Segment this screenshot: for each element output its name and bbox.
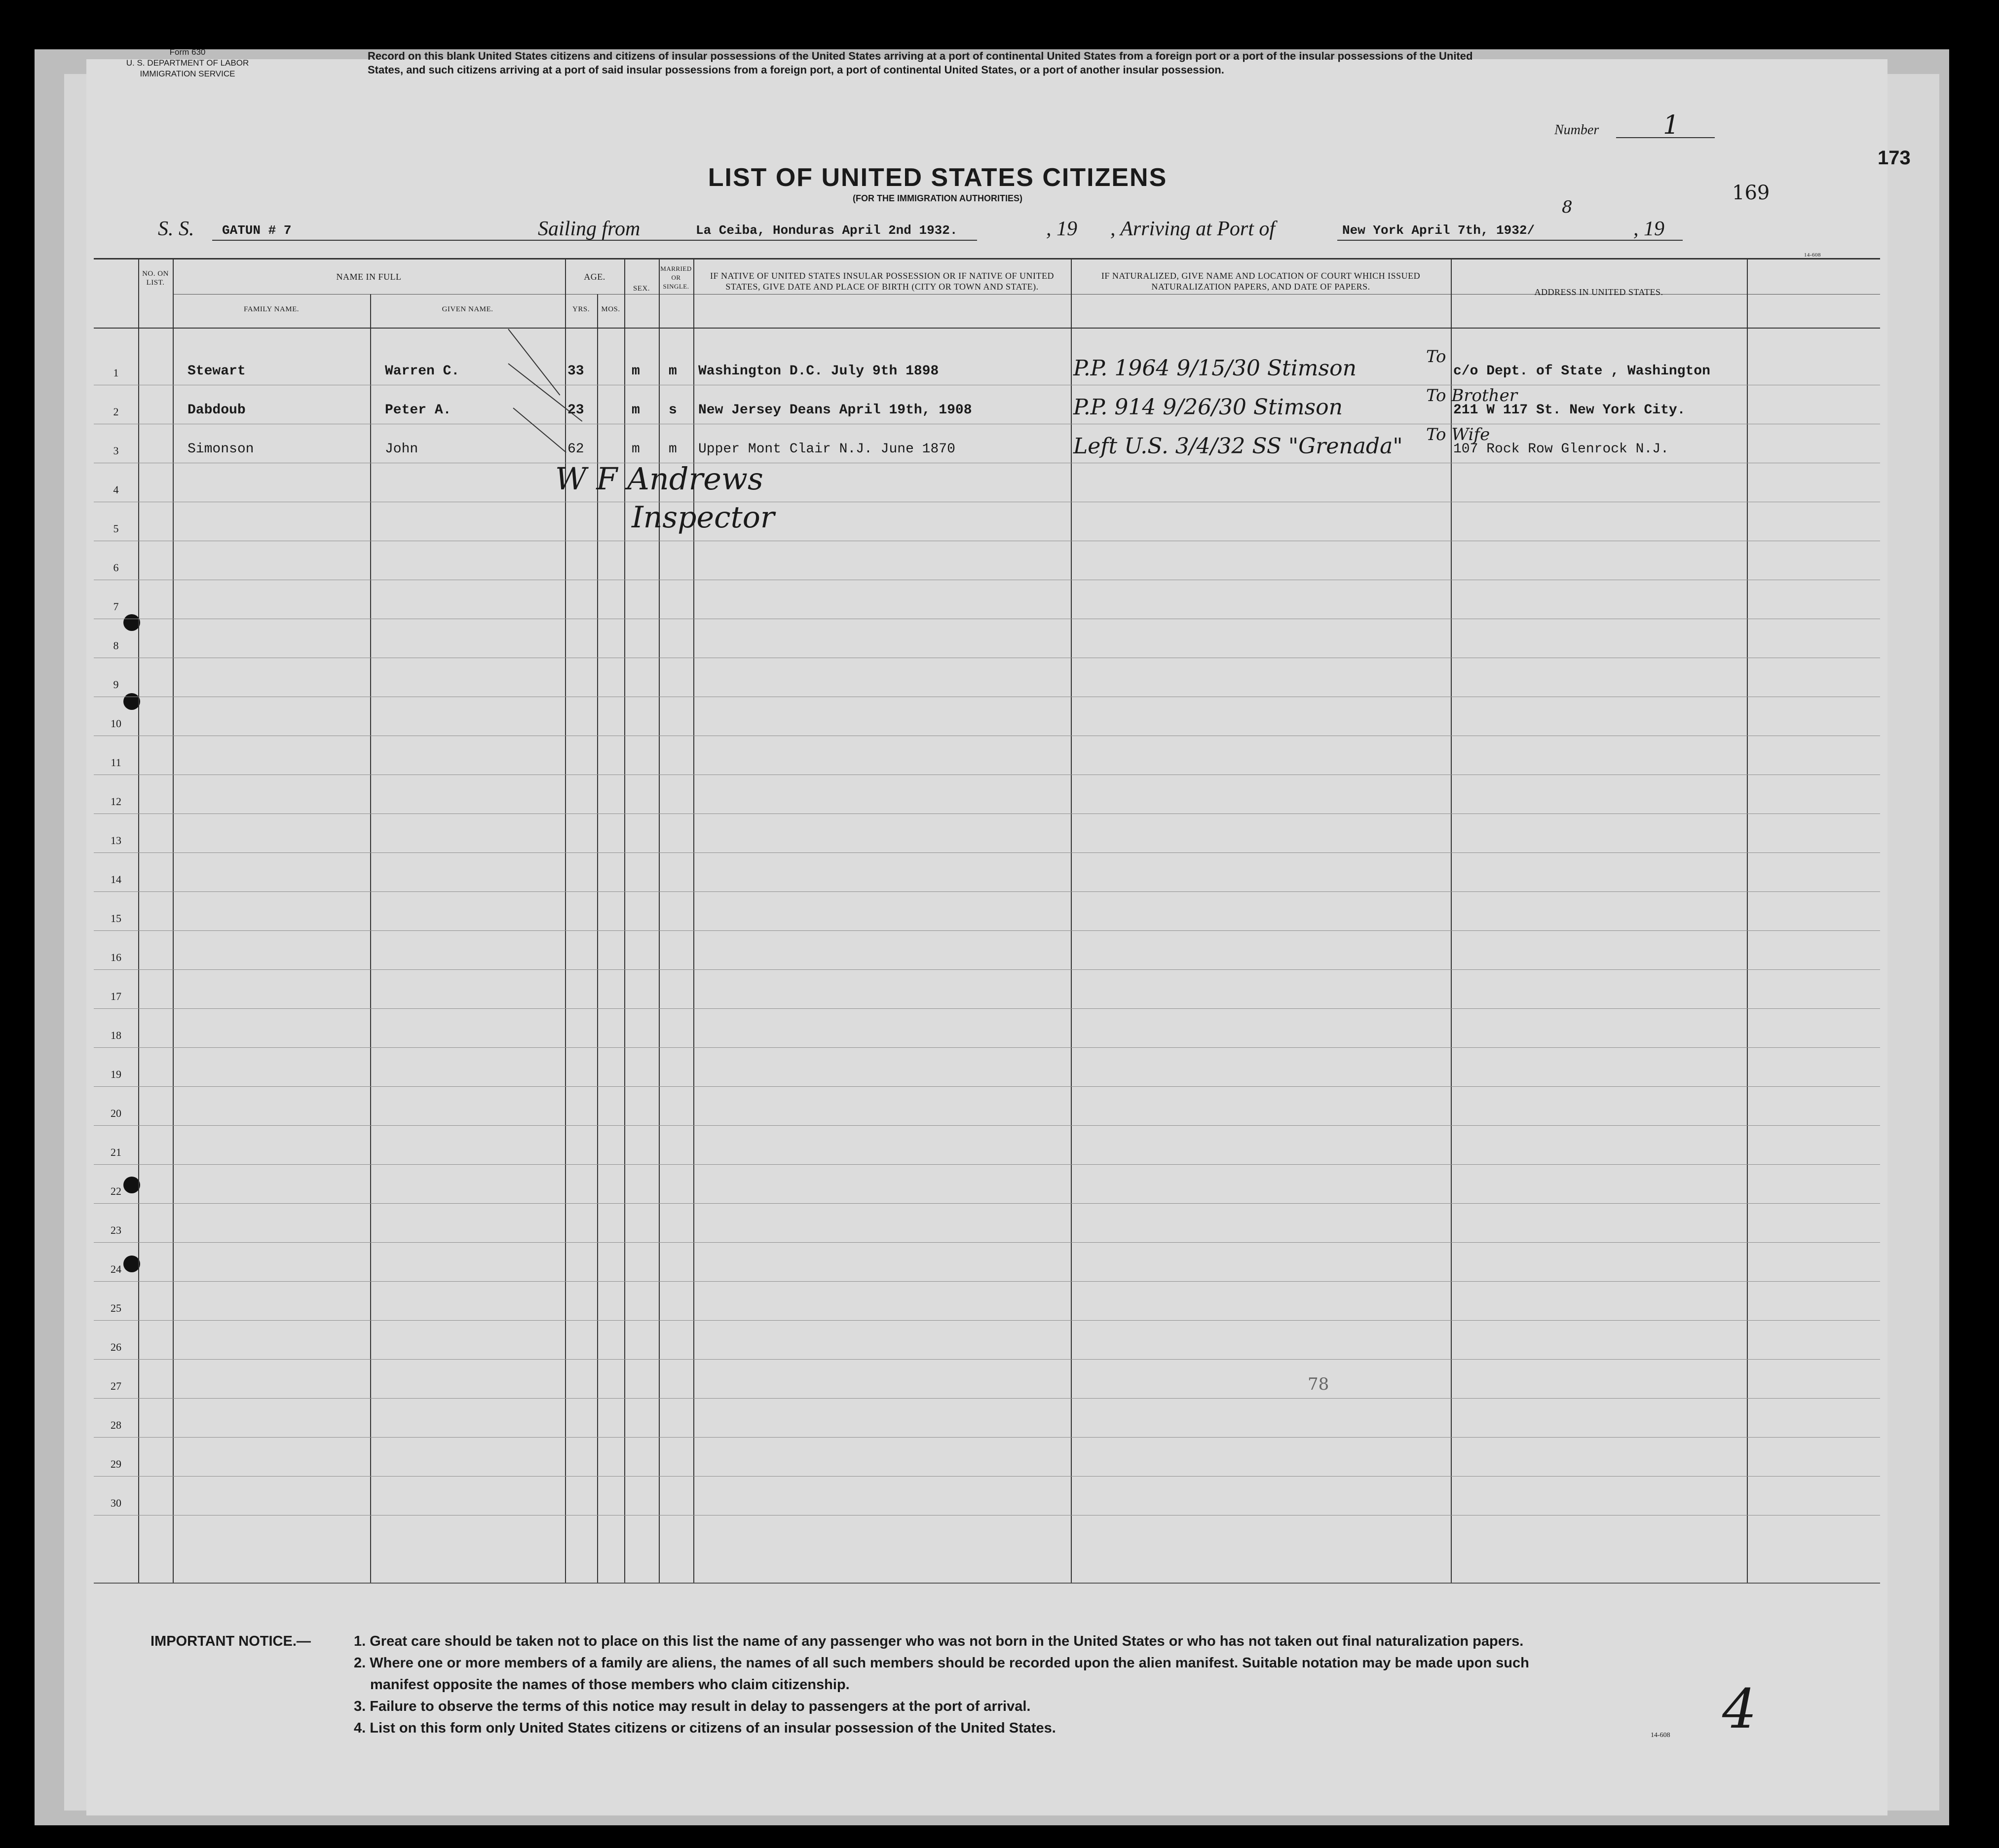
cell-birth: New Jersey Deans April 19th, 1908 [698,403,972,418]
row-number: 17 [111,990,121,1002]
header-insular-native: IF NATIVE OF UNITED STATES INSULAR POSSESSION OR IF NATIVE OF UNITED STATES, GIVE DATE AND PLACE OF BIRTH (CITY OR TOWN AND STATE). [710,271,1055,292]
year-label-2: , 19 [1633,218,1664,240]
ss-label: S. S. [158,218,194,240]
cell-sex: m [632,403,640,418]
passenger-table [94,252,1880,1584]
document-title: LIST OF UNITED STATES CITIZENS [708,163,1168,192]
row-number: 11 [111,756,121,769]
header-name-in-full: NAME IN FULL [336,272,402,282]
col-line [624,259,625,1583]
row-number: 8 [113,639,119,652]
row-number: 27 [111,1380,121,1392]
header-family-name: FAMILY NAME. [244,305,299,313]
notice-item-3: 3. Failure to observe the terms of this notice may result in delay to passengers at the port of arrival. [354,1699,1031,1714]
cell-yrs: 33 [567,364,584,379]
header-mos: MOS. [601,305,620,313]
cell-address: 107 Rock Row Glenrock N.J. [1453,442,1669,457]
arrival-date-correction: 8 [1562,197,1573,217]
cell-address: c/o Dept. of State , Washington [1453,364,1710,379]
record-instructions: Record on this blank United States citizens and citizens of insular possessions of the United States arriving at a port of continental United States from a foreign port or a port of the insular possessions of the United States, and such citizens arriving at a port of said insular possessions from a foreign port, a port of continental United States, or a port of another insular possession. [368,50,1473,76]
document-subtitle: (FOR THE IMMIGRATION AUTHORITIES) [853,193,1022,203]
header-bottom-line [94,328,1880,329]
cell-family: Simonson [188,442,254,457]
row-line [94,1047,1880,1048]
col-line [138,259,139,1583]
col-line [173,259,174,1583]
cell-yrs: 62 [567,442,584,457]
row-line [94,1086,1880,1087]
col-line [693,259,694,1583]
row-line [94,1281,1880,1282]
row-number: 10 [111,717,121,730]
header-yrs: YRS. [572,305,590,313]
cell-naturalized: P.P. 914 9/26/30 Stimson [1073,395,1343,420]
row-line [94,1242,1880,1243]
row-line [94,1398,1880,1399]
row-number: 2 [113,406,119,418]
sailing-label: Sailing from [538,218,641,240]
row-number: 5 [113,522,119,535]
col-line [565,259,566,1583]
sailing-from: La Ceiba, Honduras April 2nd 1932. [696,223,958,238]
row-line [94,1476,1880,1477]
row-number: 18 [111,1029,121,1041]
col-line [1451,259,1452,1583]
footer-code: 14-608 [1651,1732,1670,1739]
col-line [1071,259,1072,1583]
cell-family: Dabdoub [188,403,246,418]
row-number: 28 [111,1419,121,1431]
form-number: Form 630 [169,47,206,57]
cell-given: John [385,442,418,457]
col-line [1747,259,1748,1583]
row-line [94,1008,1880,1009]
form-number-field [1554,113,1712,143]
notice-item-2-cont: manifest opposite the names of those members who claim citizenship. [370,1677,850,1693]
row-number: 13 [111,834,121,847]
row-line [94,969,1880,970]
row-number: 15 [111,912,121,924]
cell-yrs: 23 [567,403,584,418]
cell-given: Warren C. [385,364,460,379]
row-number: 23 [111,1224,121,1236]
form-meta [104,47,271,79]
row-number: 29 [111,1458,121,1470]
year-label-1: , 19 [1046,218,1077,240]
row-number: 7 [113,600,119,613]
cell-marital: m [669,364,677,379]
cell-marital: s [669,403,677,418]
cell-birth: Washington D.C. July 9th 1898 [698,364,939,379]
row-number: 24 [111,1263,121,1275]
row-line [94,1125,1880,1126]
col-line [370,294,371,1583]
cell-naturalized: P.P. 1964 9/15/30 Stimson [1073,356,1357,381]
row-line [94,1359,1880,1360]
row-number: 4 [113,483,119,496]
row-number: 21 [111,1146,121,1158]
page-number-secondary: 169 [1732,182,1770,204]
row-number: 19 [111,1068,121,1080]
cell-annotation: To [1426,347,1446,367]
header-naturalized: IF NATURALIZED, GIVE NAME AND LOCATION OF COURT WHICH ISSUED NATURALIZATION PAPERS, AND DATE OF PAPERS. [1101,271,1421,292]
row-number: 1 [113,367,119,379]
header-age: AGE. [584,272,605,282]
sheet-number: 4 [1722,1677,1757,1740]
row-line [94,1437,1880,1438]
stray-number: 78 [1308,1374,1329,1394]
row-number: 20 [111,1107,121,1119]
row-line [94,852,1880,853]
row-number: 26 [111,1341,121,1353]
cell-annotation: To Brother [1426,386,1517,406]
row-number: 22 [111,1185,121,1197]
department-name: U. S. DEPARTMENT OF LABOR [126,58,249,68]
col-line [659,259,660,1583]
notice-item-1: 1. Great care should be taken not to place on this list the name of any passenger who was not born in the United States or who has not taken out final naturalization papers. [354,1633,1524,1649]
notice-item-4: 4. List on this form only United States citizens or citizens of an insular possession of the United States. [354,1720,1056,1736]
inspector-title: Inspector [632,500,775,535]
header-no-on-list: NO. ON LIST. [142,270,169,287]
cell-sex: m [632,364,640,379]
cell-annotation: To Wife [1426,425,1490,444]
row-line [94,930,1880,931]
arrow-mark [508,329,560,395]
cell-family: Stewart [188,364,246,379]
service-name: IMMIGRATION SERVICE [140,69,235,78]
notice-lead: IMPORTANT NOTICE.— [151,1633,311,1649]
row-number: 12 [111,795,121,808]
row-number: 30 [111,1497,121,1509]
number-value: 1 [1663,111,1680,140]
cell-address: 211 W 117 St. New York City. [1453,403,1686,418]
row-number: 25 [111,1302,121,1314]
row-line [94,1320,1880,1321]
arriving-underline [1337,240,1683,241]
arriving-at: New York April 7th, 1932/ [1342,223,1535,238]
row-line [94,1203,1880,1204]
ship-name: GATUN # 7 [222,223,292,238]
header-given-name: GIVEN NAME. [442,305,493,313]
cell-given: Peter A. [385,403,452,418]
inspector-signature: W F Andrews [555,461,763,497]
header-married-single: MARRIED OR SINGLE. [660,265,692,290]
row-number: 3 [113,444,119,457]
row-number: 9 [113,678,119,691]
page-number-primary: 173 [1878,147,1911,169]
cell-birth: Upper Mont Clair N.J. June 1870 [698,442,955,457]
notice-item-2: 2. Where one or more members of a family are aliens, the names of all such members should be recorded upon the alien manifest. Suitable notation may be made upon such [354,1655,1529,1671]
arrow-mark [513,407,566,453]
arriving-label: , Arriving at Port of [1110,218,1276,240]
row-number: 16 [111,951,121,963]
header-address: ADDRESS IN UNITED STATES. [1534,287,1663,297]
cell-sex: m [632,442,640,457]
row-number: 6 [113,561,119,574]
row-line [94,1164,1880,1165]
cell-marital: m [669,442,677,457]
sailing-underline [656,240,977,241]
row-line [94,891,1880,892]
header-sex: SEX. [633,285,650,293]
cell-naturalized: Left U.S. 3/4/32 SS "Grenada" [1073,434,1403,459]
row-number: 14 [111,873,121,886]
printer-code: 14-608 [1804,252,1821,258]
row-line [94,813,1880,814]
number-label: Number [1554,122,1599,138]
